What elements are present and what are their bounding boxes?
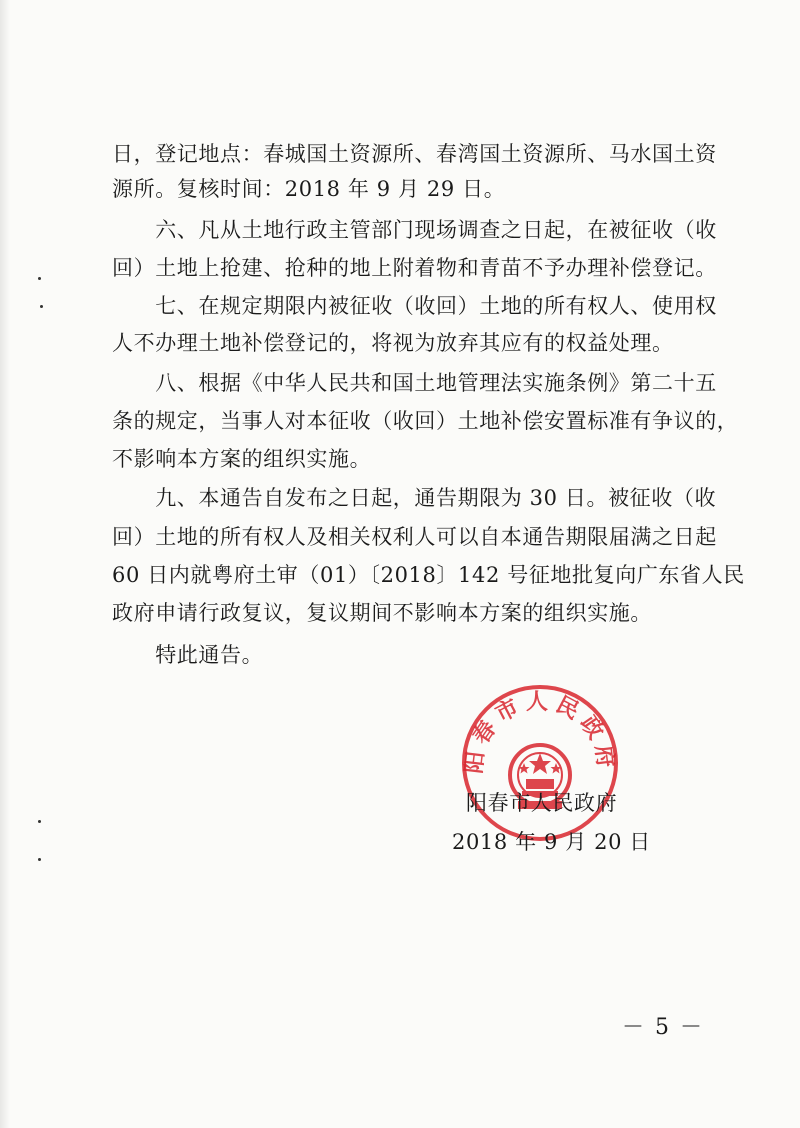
body-line: 不影响本方案的组织实施。 xyxy=(112,447,372,471)
body-line: 人不办理土地补偿登记的，将视为放弃其应有的权益处理。 xyxy=(112,331,674,355)
body-line: 条的规定，当事人对本征收（收回）土地补偿安置标准有争议的， xyxy=(112,409,739,433)
body-line: 七、在规定期限内被征收（收回）土地的所有权人、使用权 xyxy=(112,294,717,318)
body-line: 源所。复核时间：2018 年 9 月 29 日。 xyxy=(112,177,506,201)
body-line: 日，登记地点：春城国土资源所、春湾国土资源所、马水国土资 xyxy=(112,142,717,166)
body-line: 八、根据《中华人民共和国土地管理法实施条例》第二十五 xyxy=(112,371,717,395)
official-seal-icon xyxy=(460,683,620,843)
body-line: 特此通告。 xyxy=(112,643,264,667)
body-line: 六、凡从土地行政主管部门现场调查之日起，在被征收（收 xyxy=(112,218,717,242)
body-line: 政府申请行政复议，复议期间不影响本方案的组织实施。 xyxy=(112,601,652,625)
scan-speck xyxy=(40,305,43,308)
page-number: － 5 － xyxy=(622,1015,704,1040)
body-line: 60 日内就粤府土审（01）〔2018〕142 号征地批复向广东省人民 xyxy=(112,563,745,587)
scan-speck xyxy=(38,858,41,861)
scan-edge-shadow xyxy=(0,0,10,1128)
body-line: 九、本通告自发布之日起，通告期限为 30 日。被征收（收 xyxy=(112,486,717,510)
body-line: 回）土地的所有权人及相关权利人可以自本通告期限届满之日起 xyxy=(112,525,717,549)
scan-speck xyxy=(38,277,41,280)
signing-organization: 阳春市人民政府 xyxy=(466,791,618,815)
signing-date: 2018 年 9 月 20 日 xyxy=(452,830,651,854)
seal-lettering: 阳春市人民政府 xyxy=(460,689,620,775)
body-line: 回）土地上抢建、抢种的地上附着物和青苗不予办理补偿登记。 xyxy=(112,256,717,280)
scan-speck xyxy=(38,820,41,823)
